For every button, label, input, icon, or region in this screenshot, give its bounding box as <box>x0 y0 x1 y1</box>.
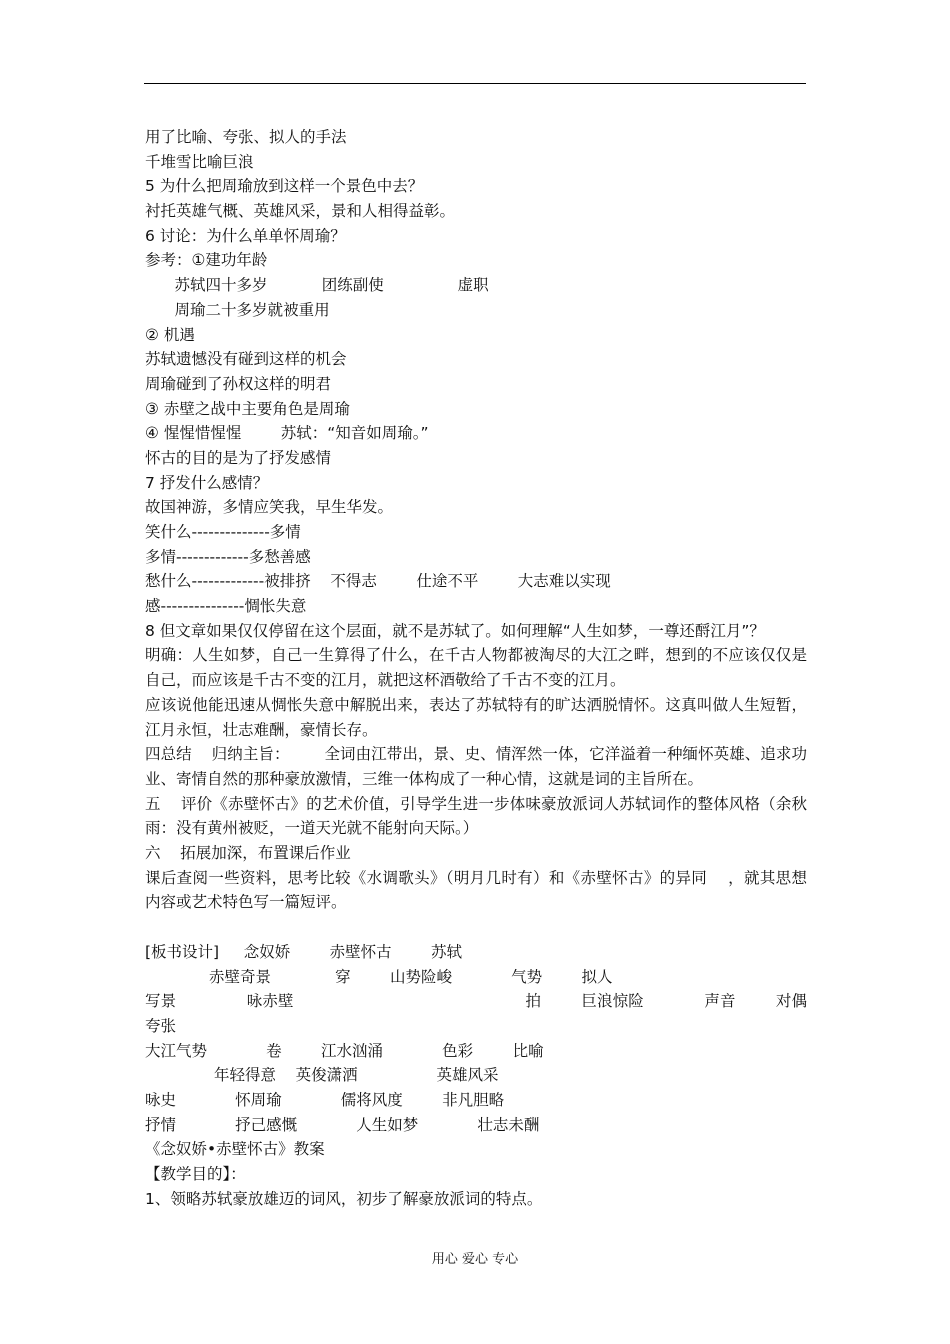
board-design-line: 年轻得意 英俊潇洒 英雄风采 <box>145 1066 499 1085</box>
board-design-title: [板书设计] 念奴娇 赤壁怀古 苏轼 <box>145 942 463 961</box>
question-8: 8 但文章如果仅仅停留在这个层面，就不是苏轼了。如何理解“人生如梦，一尊还酹江月”？ <box>145 621 765 640</box>
text-line: 感---------------惆怅失意 <box>145 597 307 616</box>
blank-line <box>145 915 807 940</box>
text-line: ④ 惺惺惜惺惺 苏轼：“知音如周瑜。” <box>145 424 429 443</box>
text-line: 衬托英雄气概、英雄风采，景和人相得益彰。 <box>145 202 456 221</box>
text-line: 多情-------------多愁善感 <box>145 547 311 566</box>
lesson-plan-title: 《念奴娇•赤壁怀古》教案 <box>145 1140 325 1159</box>
text-line: 苏轼四十多岁 团练副使 虚职 <box>145 276 489 295</box>
section-homework: 六 拓展加深，布置课后作业 <box>145 844 351 863</box>
text-line: 周瑜二十多岁就被重用 <box>145 300 330 319</box>
page-footer: 用心 爱心 专心 <box>431 1252 519 1267</box>
question-6: 6 讨论：为什么单单怀周瑜？ <box>145 226 346 245</box>
text-line: 千堆雪比喻巨浪 <box>145 152 254 171</box>
text-line: 周瑜碰到了孙权这样的明君 <box>145 374 332 393</box>
teaching-goal-item: 1、领略苏轼豪放雄迈的词风，初步了解豪放派词的特点。 <box>145 1189 543 1208</box>
board-design-line: 抒情 抒己感慨 人生如梦 壮志未酬 <box>145 1115 540 1134</box>
text-line: 故国神游，多情应笑我，早生华发。 <box>145 498 394 517</box>
header-rule <box>144 83 806 84</box>
text-line: 参考：①建功年龄 <box>145 251 268 270</box>
board-design-line: 赤壁奇景 穿 山势险峻 气势 拟人 <box>145 967 613 986</box>
text-line: 愁什么-------------被排挤 不得志 仕途不平 大志难以实现 <box>145 572 611 591</box>
text-line: ③ 赤壁之战中主要角色是周瑜 <box>145 399 350 418</box>
text-line: 笑什么--------------多情 <box>145 523 301 541</box>
board-design-line: 咏史 怀周瑜 儒将风度 非凡胆略 <box>145 1091 505 1110</box>
paragraph: 明确：人生如梦，自己一生算得了什么，在千古人物都被淘尽的大江之畔，想到的不应该仅仅是自己，而应该是千古不变的江月，就把这杯酒敬给了千古不变的江月。 <box>145 646 807 690</box>
section-evaluation: 五 评价《赤壁怀古》的艺术价值，引导学生进一步体味豪放派词人苏轼词作的整体风格（余秋雨：没有黄州被贬，一道天光就不能射向天际。） <box>145 794 807 838</box>
teaching-goals-heading: 【教学目的】： <box>145 1165 246 1184</box>
board-design-line: 写景 咏赤壁 拍 巨浪惊险 声音 对偶 夸张 <box>145 992 827 1035</box>
paragraph: 应该说他能迅速从惆怅失意中解脱出来，表达了苏轼特有的旷达洒脱情怀。这真叫做人生短暂，江月永恒，壮志难酬，豪情长存。 <box>145 695 807 739</box>
question-5: 5 为什么把周瑜放到这样一个景色中去？ <box>145 177 424 196</box>
text-line: 苏轼遗憾没有碰到这样的机会 <box>145 350 347 369</box>
text-line: 用了比喻、夸张、拟人的手法 <box>145 128 347 146</box>
section-summary: 四总结 归纳主旨： 全词由江带出，景、史、情浑然一体，它洋溢着一种缅怀英雄、追求功业、寄情自然的那种豪放激情，三维一体构成了一种心情，这就是词的主旨所在。 <box>145 745 807 788</box>
text-line: ② 机遇 <box>145 325 195 344</box>
document-body <box>145 125 827 1211</box>
question-7: 7 抒发什么感情？ <box>145 473 269 492</box>
paragraph: 课后查阅一些资料，思考比较《水调歌头》（明月几时有）和《赤壁怀古》的异同 ，就其思想内容或艺术特色写一篇短评。 <box>145 868 807 912</box>
board-design-line: 大江气势 卷 江水汹涌 色彩 比喻 <box>145 1041 544 1060</box>
text-line: 怀古的目的是为了抒发感情 <box>145 448 332 467</box>
